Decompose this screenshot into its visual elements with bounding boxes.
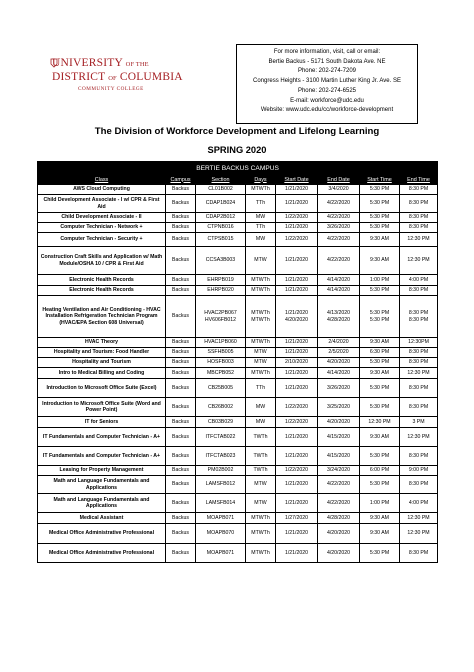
- start-date-cell: 1/21/2020: [276, 494, 318, 513]
- campus-cell: Backus: [166, 195, 196, 213]
- class-cell: Computer Technician - Network +: [38, 223, 166, 233]
- start-time-cell: 5:30 PM 5:30 PM: [360, 296, 400, 338]
- start-time-cell: 5:30 PM: [360, 447, 400, 466]
- info-line: E-mail: workforce@udc.edu: [290, 97, 364, 104]
- end-time-cell: 8:30 PM: [400, 213, 438, 223]
- table-row: [38, 286, 438, 296]
- class-cell: IT for Seniors: [38, 417, 166, 428]
- end-time-cell: 4:00 PM: [400, 494, 438, 513]
- campus-cell: Backus: [166, 417, 196, 428]
- end-time-cell: 8:30 PM: [400, 348, 438, 358]
- class-cell: AWS Cloud Computing: [38, 185, 166, 195]
- section-cell: CDAP2B012: [196, 213, 246, 223]
- days-cell: MTW: [246, 494, 276, 513]
- col-header-class: Class: [38, 175, 166, 185]
- start-time-cell: 5:30 PM: [360, 213, 400, 223]
- col-header-section: Section: [196, 175, 246, 185]
- start-time-cell: 5:30 PM: [360, 185, 400, 195]
- col-header-days: Days: [246, 175, 276, 185]
- table-row: [38, 494, 438, 513]
- start-time-cell: 5:30 PM: [360, 379, 400, 398]
- start-date-cell: 1/21/2020: [276, 524, 318, 544]
- campus-cell: Backus: [166, 524, 196, 544]
- campus-cell: Backus: [166, 296, 196, 338]
- section-cell: ITFCTAB022: [196, 428, 246, 447]
- section-cell: MOAPB071: [196, 513, 246, 524]
- table-row: [38, 398, 438, 417]
- end-date-cell: 3/24/2020: [318, 466, 360, 476]
- end-time-cell: 8:30 PM: [400, 544, 438, 563]
- start-time-cell: 5:30 PM: [360, 223, 400, 233]
- info-line: Bertie Backus - 5171 South Dakota Ave. NE: [268, 58, 386, 65]
- class-cell: Medical Office Administrative Professional: [38, 524, 166, 544]
- start-date-cell: 1/21/2020: [276, 368, 318, 379]
- days-cell: MTW: [246, 348, 276, 358]
- section-cell: HOSFB003: [196, 358, 246, 368]
- logo-line-1: UNIVERSITY OF THE: [52, 57, 149, 69]
- section-cell: CTPNB016: [196, 223, 246, 233]
- end-date-cell: 4/14/2020: [318, 368, 360, 379]
- section-cell: HVAC1PB060: [196, 338, 246, 348]
- start-date-cell: 1/22/2020: [276, 417, 318, 428]
- table-row: [38, 247, 438, 275]
- start-date-cell: 1/21/2020: [276, 247, 318, 275]
- schedule-table: [37, 161, 438, 563]
- col-header-end-date: End Date: [318, 175, 360, 185]
- days-cell: MW: [246, 417, 276, 428]
- col-header-campus: Campus: [166, 175, 196, 185]
- start-time-cell: 5:30 PM: [360, 195, 400, 213]
- start-time-cell: 1:00 PM: [360, 494, 400, 513]
- start-date-cell: 1/21/2020: [276, 428, 318, 447]
- start-time-cell: 5:30 PM: [360, 476, 400, 494]
- days-cell: MTWTh: [246, 513, 276, 524]
- start-time-cell: 9:30 AM: [360, 233, 400, 247]
- end-date-cell: 2/5/2020: [318, 348, 360, 358]
- end-time-cell: 8:30 PM: [400, 223, 438, 233]
- campus-cell: Backus: [166, 233, 196, 247]
- class-cell: Medical Assistant: [38, 513, 166, 524]
- campus-cell: Backus: [166, 247, 196, 275]
- campus-cell: Backus: [166, 379, 196, 398]
- campus-cell: Backus: [166, 494, 196, 513]
- table-row: [38, 368, 438, 379]
- days-cell: MTW: [246, 247, 276, 275]
- end-date-cell: 4/20/2020: [318, 358, 360, 368]
- start-date-cell: 1/22/2020: [276, 213, 318, 223]
- start-date-cell: 1/21/2020: [276, 275, 318, 286]
- campus-cell: Backus: [166, 466, 196, 476]
- end-time-cell: 12:30 PM: [400, 247, 438, 275]
- start-date-cell: 1/21/2020: [276, 447, 318, 466]
- end-date-cell: 4/15/2020: [318, 447, 360, 466]
- section-cell: HVAC2PB067 HV606FB012: [196, 296, 246, 338]
- page-title: The Division of Workforce Development and Lifelong Learning: [94, 126, 380, 137]
- start-date-cell: 1/21/2020: [276, 185, 318, 195]
- days-cell: TTh: [246, 379, 276, 398]
- section-cell: PM02B002: [196, 466, 246, 476]
- section-cell: LAMSFB012: [196, 476, 246, 494]
- class-cell: IT Fundamentals and Computer Technician - A+: [38, 428, 166, 447]
- section-cell: MBCPB052: [196, 368, 246, 379]
- end-time-cell: 4:00 PM: [400, 275, 438, 286]
- end-date-cell: 4/22/2020: [318, 195, 360, 213]
- start-date-cell: 1/21/2020: [276, 223, 318, 233]
- start-time-cell: 12:30 PM: [360, 417, 400, 428]
- campus-cell: Backus: [166, 368, 196, 379]
- start-time-cell: 5:30 PM: [360, 286, 400, 296]
- days-cell: MW: [246, 398, 276, 417]
- end-time-cell: 8:30 PM: [400, 185, 438, 195]
- start-time-cell: 6:00 PM: [360, 466, 400, 476]
- table-row: [38, 428, 438, 447]
- end-date-cell: 3/26/2020: [318, 379, 360, 398]
- class-cell: Hospitality and Tourism: Food Handler: [38, 348, 166, 358]
- campus-cell: Backus: [166, 398, 196, 417]
- section-cell: EHRPB020: [196, 286, 246, 296]
- days-cell: TWTh: [246, 447, 276, 466]
- campus-cell: Backus: [166, 275, 196, 286]
- class-cell: HVAC Theory: [38, 338, 166, 348]
- start-time-cell: 9:30 AM: [360, 524, 400, 544]
- end-date-cell: 4/22/2020: [318, 247, 360, 275]
- table-row: [38, 296, 438, 338]
- campus-header: BERTIE BACKUS CAMPUS: [38, 162, 438, 175]
- seal-icon: [50, 58, 58, 68]
- start-date-cell: 1/22/2020: [276, 398, 318, 417]
- days-cell: TWTh: [246, 428, 276, 447]
- table-row: [38, 513, 438, 524]
- end-date-cell: 3/4/2020: [318, 185, 360, 195]
- start-time-cell: 9:30 AM: [360, 368, 400, 379]
- campus-cell: Backus: [166, 223, 196, 233]
- section-cell: LAMSFB014: [196, 494, 246, 513]
- col-header-start-time: Start Time: [360, 175, 400, 185]
- table-row: [38, 466, 438, 476]
- section-cell: SSFHB005: [196, 348, 246, 358]
- days-cell: MTWTh: [246, 338, 276, 348]
- end-time-cell: 9:00 PM: [400, 466, 438, 476]
- class-cell: Child Development Associate - I w/ CPR & First Aid: [38, 195, 166, 213]
- info-line: Website: www.udc.edu/cc/workforce-development: [260, 107, 394, 114]
- end-date-cell: 4/22/2020: [318, 476, 360, 494]
- end-time-cell: 8:30 PM: [400, 379, 438, 398]
- table-row: [38, 476, 438, 494]
- days-cell: MTWTh MTWTh: [246, 296, 276, 338]
- logo-line-3: COMMUNITY COLLEGE: [78, 86, 144, 92]
- table-row: [38, 417, 438, 428]
- start-date-cell: 1/21/2020: [276, 544, 318, 563]
- start-time-cell: 9:30 AM: [360, 428, 400, 447]
- class-cell: Leasing for Property Management: [38, 466, 166, 476]
- table-row: [38, 195, 438, 213]
- days-cell: MTWTh: [246, 544, 276, 563]
- end-time-cell: 12:30 PM: [400, 524, 438, 544]
- section-cell: CB25B005: [196, 379, 246, 398]
- end-date-cell: 4/20/2020: [318, 544, 360, 563]
- days-cell: TWTh: [246, 466, 276, 476]
- end-date-cell: 2/4/2020: [318, 338, 360, 348]
- section-cell: CB03B029: [196, 417, 246, 428]
- end-date-cell: 4/22/2020: [318, 213, 360, 223]
- table-row: [38, 447, 438, 466]
- days-cell: TTh: [246, 223, 276, 233]
- start-date-cell: 1/21/2020 4/20/2020: [276, 296, 318, 338]
- section-cell: MOAPB071: [196, 544, 246, 563]
- campus-cell: Backus: [166, 185, 196, 195]
- info-line: Phone: 202-274-7209: [297, 68, 357, 75]
- class-cell: Math and Language Fundamentals and Applications: [38, 476, 166, 494]
- section-cell: CB26B002: [196, 398, 246, 417]
- start-date-cell: 1/21/2020: [276, 348, 318, 358]
- start-time-cell: 5:30 PM: [360, 398, 400, 417]
- start-date-cell: 1/21/2020: [276, 476, 318, 494]
- col-header-start-date: Start Date: [276, 175, 318, 185]
- days-cell: MTW: [246, 358, 276, 368]
- end-date-cell: 4/14/2020: [318, 286, 360, 296]
- start-time-cell: 6:30 PM: [360, 348, 400, 358]
- info-line: Congress Heights - 3100 Martin Luther King Jr. Ave. SE: [253, 78, 401, 85]
- campus-cell: Backus: [166, 476, 196, 494]
- campus-cell: Backus: [166, 358, 196, 368]
- start-date-cell: 1/21/2020: [276, 338, 318, 348]
- table-row: [38, 338, 438, 348]
- contact-info-box: [236, 44, 418, 124]
- class-cell: Computer Technician - Security +: [38, 233, 166, 247]
- end-date-cell: 4/20/2020: [318, 417, 360, 428]
- days-cell: MTWTh: [246, 524, 276, 544]
- table-row: [38, 213, 438, 223]
- section-cell: MOAPB070: [196, 524, 246, 544]
- end-time-cell: 12:30 PM: [400, 513, 438, 524]
- end-date-cell: 3/26/2020: [318, 223, 360, 233]
- end-time-cell: 8:30 PM: [400, 398, 438, 417]
- start-time-cell: 1:00 PM: [360, 275, 400, 286]
- logo-line-2: DISTRICT OF COLUMBIA: [52, 71, 183, 83]
- end-time-cell: 8:30 PM: [400, 358, 438, 368]
- end-date-cell: 4/14/2020: [318, 275, 360, 286]
- table-row: [38, 544, 438, 563]
- end-date-cell: 3/25/2020: [318, 398, 360, 417]
- days-cell: MTW: [246, 476, 276, 494]
- days-cell: TTh: [246, 195, 276, 213]
- end-time-cell: 8:30 PM: [400, 476, 438, 494]
- end-time-cell: 8:30 PM 8:30 PM: [400, 296, 438, 338]
- end-time-cell: 12:30 PM: [400, 368, 438, 379]
- end-time-cell: 12:30 PM: [400, 428, 438, 447]
- start-date-cell: 1/21/2020: [276, 195, 318, 213]
- class-cell: Introduction to Microsoft Office Suite (Excel): [38, 379, 166, 398]
- end-date-cell: 4/22/2020: [318, 233, 360, 247]
- class-cell: IT Fundamentals and Computer Technician - A+: [38, 447, 166, 466]
- info-line: For more information, visit, call or email:: [273, 49, 381, 55]
- start-time-cell: 9:30 AM: [360, 338, 400, 348]
- start-date-cell: 1/22/2020: [276, 466, 318, 476]
- start-time-cell: 9:30 AM: [360, 513, 400, 524]
- start-time-cell: 5:30 PM: [360, 544, 400, 563]
- campus-cell: Backus: [166, 428, 196, 447]
- start-date-cell: 2/10/2020: [276, 358, 318, 368]
- section-cell: CTPSB015: [196, 233, 246, 247]
- table-row: [38, 223, 438, 233]
- start-date-cell: 1/27/2020: [276, 513, 318, 524]
- days-cell: MW: [246, 213, 276, 223]
- class-cell: Child Development Associate - II: [38, 213, 166, 223]
- end-time-cell: 3 PM: [400, 417, 438, 428]
- start-date-cell: 1/21/2020: [276, 286, 318, 296]
- table-row: [38, 348, 438, 358]
- end-date-cell: 4/20/2020: [318, 524, 360, 544]
- campus-cell: Backus: [166, 286, 196, 296]
- class-cell: Heating Ventilation and Air Conditioning - HVAC Installation Refrigeration Technician Program (HVAC/EPA Section 608 Universal): [38, 296, 166, 338]
- campus-cell: Backus: [166, 447, 196, 466]
- table-row: [38, 524, 438, 544]
- class-cell: Medical Office Administrative Professional: [38, 544, 166, 563]
- table-row: [38, 358, 438, 368]
- end-time-cell: 12:30PM: [400, 338, 438, 348]
- end-time-cell: 8:30 PM: [400, 286, 438, 296]
- table-row: [38, 379, 438, 398]
- campus-cell: Backus: [166, 213, 196, 223]
- term-heading: SPRING 2020: [207, 145, 267, 155]
- table-row: [38, 233, 438, 247]
- end-date-cell: 4/28/2020: [318, 513, 360, 524]
- campus-cell: Backus: [166, 348, 196, 358]
- start-date-cell: 1/21/2020: [276, 379, 318, 398]
- section-cell: CL01B002: [196, 185, 246, 195]
- campus-cell: Backus: [166, 338, 196, 348]
- end-time-cell: 8:30 PM: [400, 447, 438, 466]
- class-cell: Introduction to Microsoft Office Suite (Word and Power Point): [38, 398, 166, 417]
- class-cell: Electronic Health Records: [38, 275, 166, 286]
- start-date-cell: 1/22/2020: [276, 233, 318, 247]
- class-cell: Math and Language Fundamentals and Applications: [38, 494, 166, 513]
- udc-logo: [52, 57, 182, 103]
- class-cell: Construction Craft Skills and Application w/ Math Module/OSHA 10 / CPR & First Aid: [38, 247, 166, 275]
- days-cell: MTWTh: [246, 185, 276, 195]
- table-row: [38, 275, 438, 286]
- days-cell: MW: [246, 233, 276, 247]
- table-row: [38, 185, 438, 195]
- campus-cell: Backus: [166, 513, 196, 524]
- class-cell: Intro to Medical Billing and Coding: [38, 368, 166, 379]
- end-date-cell: 4/22/2020: [318, 494, 360, 513]
- end-date-cell: 4/13/2020 4/28/2020: [318, 296, 360, 338]
- start-time-cell: 5:30 PM: [360, 358, 400, 368]
- info-line: Phone: 202-274-6525: [297, 87, 357, 94]
- class-cell: Electronic Health Records: [38, 286, 166, 296]
- section-cell: CCSA3B003: [196, 247, 246, 275]
- days-cell: MTWTh: [246, 275, 276, 286]
- days-cell: MTWTh: [246, 286, 276, 296]
- end-time-cell: 8:30 PM: [400, 195, 438, 213]
- schedule-body: [38, 185, 438, 563]
- section-cell: EHRPB019: [196, 275, 246, 286]
- end-date-cell: 4/15/2020: [318, 428, 360, 447]
- section-cell: ITFCTAB023: [196, 447, 246, 466]
- campus-cell: Backus: [166, 544, 196, 563]
- days-cell: MTWTh: [246, 368, 276, 379]
- end-time-cell: 12:30 PM: [400, 233, 438, 247]
- col-header-end-time: End Time: [400, 175, 438, 185]
- section-cell: CDAP1B024: [196, 195, 246, 213]
- start-time-cell: 9:30 AM: [360, 247, 400, 275]
- class-cell: Hospitality and Tourism: [38, 358, 166, 368]
